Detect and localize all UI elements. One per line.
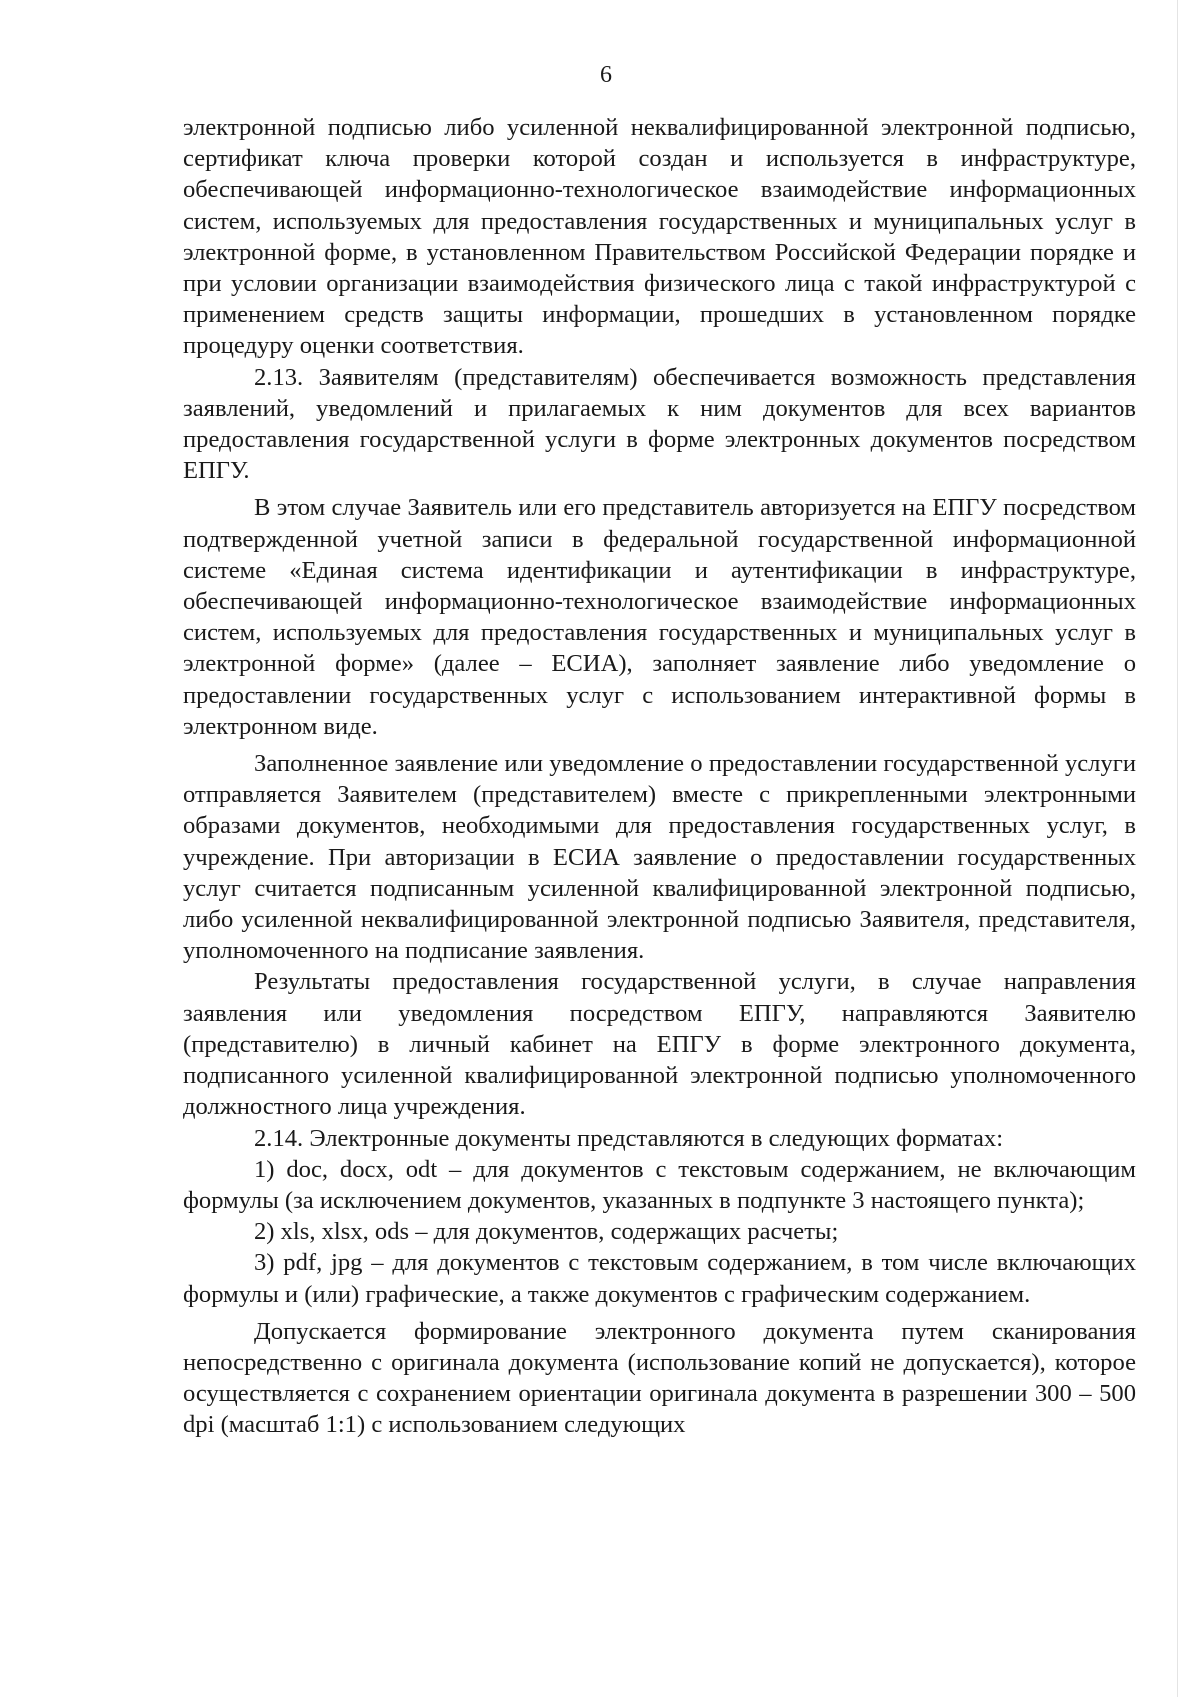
paragraph-scanning: Допускается формирование электронного документа путем сканирования непосредственно с оригинала документа (использование копий не допускается), которое осуществляется с сохранением ориентации оригинала документа в разрешении 300 – 500 dpi (масштаб 1:1) с использованием следующих: [183, 1317, 1136, 1439]
paragraph-signature-continuation: электронной подписью либо усиленной неквалифицированной электронной подписью, сертификат ключа проверки которой создан и используется в инфраструктуре, обеспечивающей информационно-технологическое взаимодействие информационных систем, используемых для предоставления государственных и муниципальных услуг в электронной форме, в установленном Правительством Российской Федерации порядке и при условии организации взаимодействия физического лица с такой инфраструктурой с применением средств защиты информации, прошедших в установленном порядке процедуру оценки соответствия.: [183, 114, 1136, 360]
paragraph-esia-authorization: В этом случае Заявитель или его представитель авторизуется на ЕПГУ посредством подтвержденной учетной записи в федеральной государственной информационной системе «Единая система идентификации и аутентификации в инфраструктуре, обеспечивающей информационно-технологическое взаимодействие информационных систем, используемых для предоставления государственных и муниципальных услуг в электронной форме» (далее – ЕСИА), заполняет заявление либо уведомление о предоставлении государственных услуг с использованием интерактивной формы в электронном виде.: [183, 494, 1136, 740]
list-item-1: 1) doc, docx, odt – для документов с текстовым содержанием, не включающим формулы (за исключением документов, указанных в подпункте 3 настоящего пункта);: [183, 1155, 1136, 1214]
list-item-3: 3) pdf, jpg – для документов с текстовым содержанием, в том числе включающих формулы и (или) графические, а также документов с графическим содержанием.: [183, 1249, 1136, 1308]
paragraph-2-14: 2.14. Электронные документы представляются в следующих форматах:: [254, 1124, 1004, 1152]
page-number: 6: [600, 62, 612, 88]
document-body: [183, 112, 1136, 1441]
list-item-2: 2) xls, xlsx, ods – для документов, содержащих расчеты;: [254, 1218, 839, 1246]
paragraph-filled-application: Заполненное заявление или уведомление о предоставлении государственной услуги отправляется Заявителем (представителем) вместе с прикрепленными электронными образами документов, необходимыми для предоставления государственных услуг, в учреждение. При авторизации в ЕСИА заявление о предоставлении государственных услуг считается подписанным усиленной квалифицированной электронной подписью, либо усиленной неквалифицированной электронной подписью Заявителя, представителя, уполномоченного на подписание заявления.: [183, 750, 1136, 965]
scan-edge-line: [1177, 0, 1178, 1697]
paragraph-results: Результаты предоставления государственной услуги, в случае направления заявления или уведомления посредством ЕПГУ, направляются Заявителю (представителю) в личный кабинет на ЕПГУ в форме электронного документа, подписанного усиленной квалифицированной электронной подписью уполномоченного должностного лица учреждения.: [183, 968, 1136, 1121]
paragraph-2-13: 2.13. Заявителям (представителям) обеспечивается возможность представления заявлений, уведомлений и прилагаемых к ним документов для всех вариантов предоставления государственной услуги в форме электронных документов посредством ЕПГУ.: [183, 363, 1136, 485]
